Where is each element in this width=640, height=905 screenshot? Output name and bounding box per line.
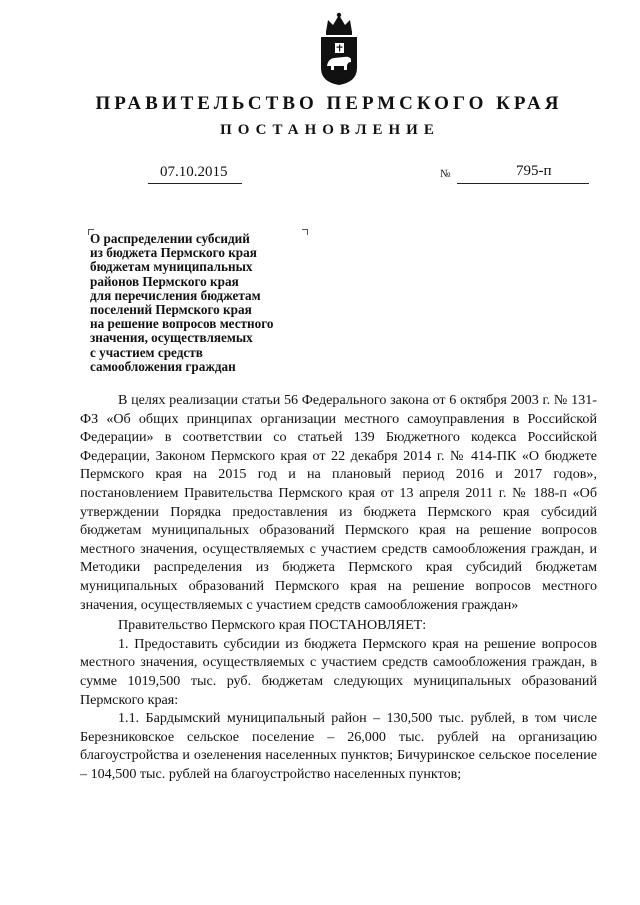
title-line: поселений Пермского края	[90, 302, 252, 318]
title-line: на решение вопросов местного	[90, 316, 274, 332]
document-body	[80, 391, 597, 783]
organization-name: ПРАВИТЕЛЬСТВО ПЕРМСКОГО КРАЯ	[95, 93, 563, 114]
title-line: с участием средств	[90, 344, 203, 360]
resolution-statement: Правительство Пермского края ПОСТАНОВЛЯЕТ:	[118, 617, 427, 634]
preamble-paragraph: В целях реализации статьи 56 Федерального закона от 6 октября 2003 г. № 131-ФЗ «Об общих принципах организации местного самоуправления в Российской Федерации» в соответствии со статьей 139 Бюджетного кодекса Российской Федерации, Законом Пермского края от 22 декабря 2014 г. № 414-ПК «О бюджете Пермского края на 2015 год и на плановый период 2016 и 2017 годов», постановлением Правительства Пермского края от 13 апреля 2011 г. № 188-п «Об утверждении Порядка предоставления из бюджета Пермского края субсидий бюджетам муниципальных образований Пермского края на решение вопросов местного значения, осуществляемых с участием средств самообложения граждан, и Методики распределения из бюджета Пермского края субсидий бюджетам муниципальных образований Пермского края на решение вопросов местного значения, осуществляемых с участием средств самообложения граждан»	[80, 392, 597, 613]
document-number: 795-п	[516, 163, 552, 179]
document-type: ПОСТАНОВЛЕНИЕ	[220, 122, 440, 138]
title-line: районов Пермского края	[90, 273, 239, 289]
document-title	[90, 232, 330, 374]
title-line: бюджетам муниципальных	[90, 259, 253, 275]
title-line: значения, осуществляемых	[90, 330, 253, 346]
title-line: самообложения граждан	[90, 358, 236, 374]
title-line: О распределении субсидий	[90, 231, 250, 246]
coat-of-arms-icon	[314, 10, 364, 86]
clause-1: 1. Предоставить субсидии из бюджета Пермского края на решение вопросов местного значения, осуществляемых с участием средств самообложения граждан, в сумме 1019,500 тыс. руб. бюджетам следующих муниципальных образований Пермского края:	[80, 635, 597, 708]
title-line: из бюджета Пермского края	[90, 245, 257, 261]
document-date: 07.10.2015	[160, 164, 228, 180]
title-line: для перечисления бюджетам	[90, 287, 261, 303]
clause-1-1: 1.1. Бардымский муниципальный район – 130,500 тыс. рублей, в том числе Березниковское сельское поселение – 26,000 тыс. рублей на организацию благоустройства и озеленения населенных пунктов; Бичуринское сельское поселение – 104,500 тыс. рублей на благоустройство населенных пунктов;	[80, 710, 597, 782]
number-sign: №	[440, 168, 451, 180]
